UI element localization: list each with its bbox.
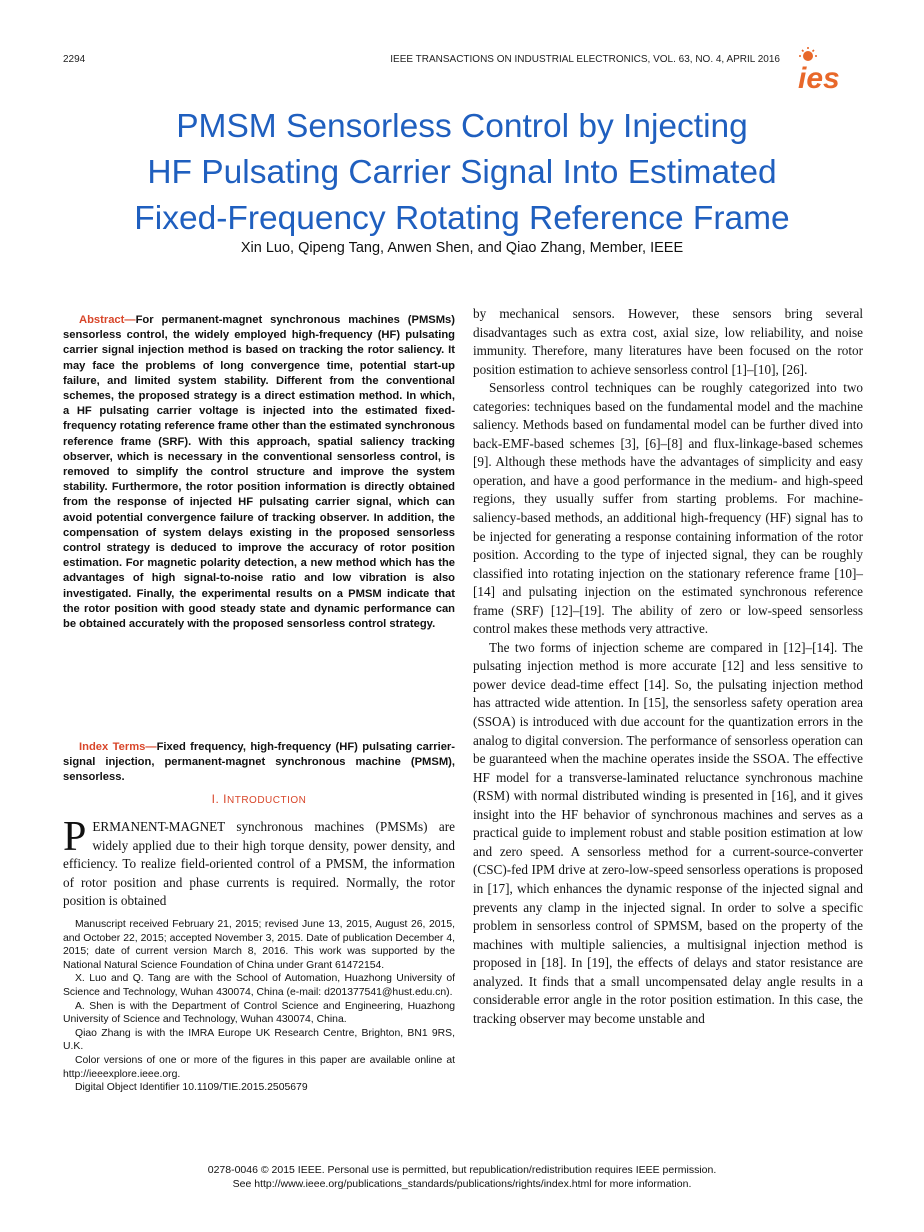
paper-title (40, 104, 884, 242)
section-number: I. (211, 792, 220, 806)
body-paragraph: Sensorless control techniques can be roughly categorized into two categories: techniques based on the fundamental model and the machine saliency. Methods based on fundamental model can be further dived into back-EMF-based schemes [3], [6]–[8] and flux-linkage-based schemes [9]. Although these methods have the advantages of simplicity and easy operation, and have a good performance in the medium- and high-speed regions, they usually suffer from starting problems. For machine-saliency-based methods, an additional high-frequency (HF) signal has to be injected for generating a response containing information of the rotor position. According to the type of injected signal, they can be roughly classified into rotating injection on the stationary reference frame [10]–[14] and pulsating injection on the estimated synchronous reference frame (SRF) [12]–[19]. The ability of zero or low-speed sensorless control makes these methods very attractive. (473, 380, 863, 637)
section-title-first: I (223, 792, 227, 806)
logo-sun-icon (799, 47, 817, 61)
footnote-affiliation-zhang: Qiao Zhang is with the IMRA Europe UK Research Centre, Brighton, BN1 9RS, U.K. (63, 1027, 455, 1053)
abstract-lead: Abstract— (79, 314, 136, 326)
right-column-body (473, 305, 863, 1028)
section-title-rest: NTRODUCTION (226, 795, 307, 806)
journal-header: IEEE TRANSACTIONS ON INDUSTRIAL ELECTRONICS, VOL. 63, NO. 4, APRIL 2016 (390, 54, 780, 65)
copyright-line-2: See http://www.ieee.org/publications_standards/publications/rights/index.html for more information. (232, 1178, 692, 1190)
intro-text: ERMANENT-MAGNET synchronous machines (PMSMs) are widely applied due to their high torque density, power density, and efficiency. To realize field-oriented control of a PMSM, the information of rotor position and phase currents is required. Normally, the rotor position is obtained (63, 819, 455, 909)
footnote-manuscript: Manuscript received February 21, 2015; revised June 13, 2015, August 26, 2015, and October 22, 2015; accepted November 3, 2015. Date of publication December 4, 2015; date of current version March 8, 2016. This work was supported by the National Natural Science Foundation of China under Grant 61472154. (63, 919, 455, 971)
copyright-line-1: 0278-0046 © 2015 IEEE. Personal use is permitted, but republication/redistribution requires IEEE permission. (207, 1164, 717, 1176)
footnote-doi: Digital Object Identifier 10.1109/TIE.2015.2505679 (75, 1082, 308, 1094)
index-terms (63, 740, 455, 786)
title-line-1: PMSM Sensorless Control by Injecting (176, 108, 748, 145)
footnote-affiliation-shen: A. Shen is with the Department of Control Science and Engineering, Huazhong University of Science and Technology, Wuhan 430074, China. (63, 1000, 455, 1026)
ies-logo (794, 46, 864, 96)
footnote-affiliation-luo-tang: X. Luo and Q. Tang are with the School of Automation, Huazhong University of Science and Technology, Wuhan 430074, China (e-mail: d201377541@hust.edu.cn). (63, 973, 455, 998)
section-heading (63, 792, 455, 806)
page-number: 2294 (63, 54, 86, 65)
title-line-2: HF Pulsating Carrier Signal Into Estimated (147, 154, 777, 191)
title-line-3: Fixed-Frequency Rotating Reference Frame (134, 200, 790, 237)
drop-cap: P (63, 814, 87, 860)
abstract-text: For permanent-magnet synchronous machines (PMSMs) sensorless control, the widely employed high-frequency (HF) pulsating carrier signal injection method is based on tracking the rotor saliency. It may face the problems of long convergence time, potential start-up failure, and limited system stability. Different from the conventional schemes, the proposed strategy is a direct estimation method. In which, a HF pulsating carrier voltage is injected into the estimated fixed-frequency rotating reference frame other than the estimated synchronous reference frame (SRF). With this approach, spatial saliency tracking observer, which is necessary in the conventional sensorless control, is removed to simplify the control structure and improve the system stability. Furthermore, the rotor position information is directly obtained from the response of injected HF pulsating carrier signal, which can avoid potential convergence failure of tracking observer. In addition, the compensation of system delays existing in the proposed sensorless control strategy is deduced to improve the accuracy of rotor position estimation. For magnetic polarity detection, a new method which has the advantages of high signal-to-noise ratio and low vibration is also investigated. Finally, the experimental results on a PMSM indicate that the rotor position with good steady state and dynamic performance can be obtained accurately with the proposed sensorless control strategy. (63, 314, 455, 631)
body-paragraph: The two forms of injection scheme are compared in [12]–[14]. The pulsating injection method is more accurate [12] and less sensitive to power device dead-time effect [14]. So, the pulsating injection method has attracted wide attention. In [15], the sensorless safety operation area (SSOA) is introduced with due account for the quantization errors in the analog to digital conversion. The performance of sensorless operation can be guaranteed when the machine operates inside the SSOA. The effective HF model for a transverse-laminated reluctance synchronous machine (RSM) with normal distributed winding is presented in [16], and it gives insight into the HF behavior of synchronous machines and serves as a practical guide to implement robust and stable position estimation at low and zero speed. A sensorless method for a current-source-converter (CSC)-fed IPM drive at zero-low-speed sensorless operations is proposed in [17], which enhances the dynamic response of the injected signal and prevents any clamp in the injected signal. In order to solve a specific problem in sensorless control of SPMSM, based on the property of the machines with multiple saliencies, a multisignal injection method is proposed in [18]. In [19], the effects of delays and stator resistance are analyzed. It finds that a small uncompensated delay angle results in a considerable error angle in the rotor position estimation. In this case, the tracking observer may become unstable and (473, 639, 863, 1026)
body-paragraph: by mechanical sensors. However, these sensors bring several disadvantages such as extra cost, axial size, low reliability, and noise immunity. Therefore, many literatures have been focused on the rotor position estimation to achieve sensorless control [1]–[10], [26]. (473, 306, 863, 377)
footnote-color-versions: Color versions of one or more of the figures in this paper are available online at http://ieeexplore.ieee.org. (63, 1054, 455, 1080)
index-terms-text: Fixed frequency, high-frequency (HF) pulsating carrier-signal injection, permanent-magnet synchronous machine (PMSM), sensorless. (63, 741, 455, 784)
author-list: Xin Luo, Qipeng Tang, Anwen Shen, and Qiao Zhang, Member, IEEE (240, 240, 684, 256)
footnotes (63, 918, 455, 1095)
copyright-footer (40, 1163, 884, 1191)
intro-paragraph (63, 814, 455, 911)
index-terms-lead: Index Terms— (79, 741, 157, 753)
abstract (63, 313, 455, 632)
logo-text: ies (798, 62, 840, 95)
